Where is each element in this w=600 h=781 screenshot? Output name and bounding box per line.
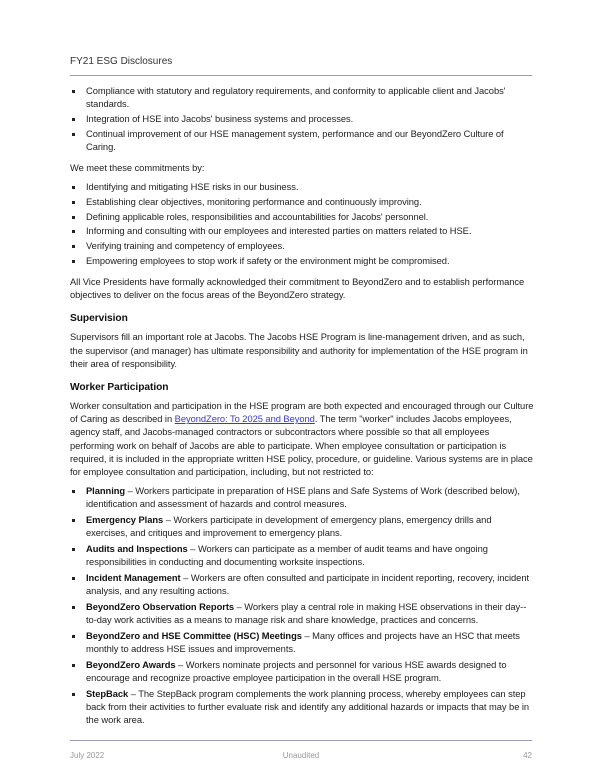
bullet-icon: [72, 90, 75, 93]
list-item: [70, 225, 534, 238]
bullet-icon: [72, 548, 75, 551]
bullet-icon: [72, 577, 75, 580]
document-header: FY21 ESG Disclosures: [70, 56, 173, 67]
footer-date: July 2022: [70, 750, 105, 760]
list-item-text: Identifying and mitigating HSE risks in our business.: [86, 182, 299, 193]
list-item: [70, 128, 534, 154]
list-item: [70, 572, 534, 598]
methods-list: [70, 181, 534, 268]
bullet-icon: [72, 490, 75, 493]
bullet-icon: [72, 260, 75, 263]
item-term: Incident Management: [86, 572, 181, 583]
beyondzero-link[interactable]: BeyondZero: To 2025 and Beyond: [174, 414, 315, 425]
page-footer: [70, 740, 532, 781]
list-item: [70, 85, 534, 111]
list-item-text: Compliance with statutory and regulatory requirements, and conformity to applicable client and Jacobs' standards.: [86, 86, 506, 110]
list-item: [70, 211, 534, 224]
bullet-icon: [72, 118, 75, 121]
supervision-heading: Supervision: [70, 313, 128, 325]
item-text: – Workers are often consulted and participate in incident reporting, recovery, incident analysis, and any resulting actions.: [86, 572, 530, 597]
footer-row: [70, 751, 532, 781]
bullet-icon: [72, 186, 75, 189]
item-term: Emergency Plans: [86, 515, 164, 526]
list-item: [70, 630, 534, 656]
item-text: – Workers participate in development of emergency plans, emergency drills and exercises, and critiques and improvement to emergency plans.: [86, 515, 492, 539]
list-item: [70, 485, 534, 511]
item-text: – Workers can participate as a member of audit teams and have ongoing responsibilities in conducting and documenting worksite inspections.: [86, 543, 488, 568]
bullet-icon: [72, 519, 75, 522]
list-item-text: Integration of HSE into Jacobs' business systems and processes.: [86, 113, 354, 124]
list-item: [70, 543, 534, 569]
commitments-list: [70, 85, 534, 154]
list-item: [70, 601, 534, 627]
bullet-icon: [72, 606, 75, 609]
bullet-icon: [72, 216, 75, 219]
worker-participation-heading: Worker Participation: [70, 381, 169, 393]
spacer: [70, 730, 532, 740]
footer-rule: [70, 740, 532, 741]
item-text: – Workers participate in preparation of HSE plans and Safe Systems of Work (described below), identification and assessment of hazards and control measures.: [86, 486, 520, 510]
supervision-paragraph: Supervisors fill an important role at Jacobs. The Jacobs HSE Program is line-management driven, and as such, the supervisor (and manager) has ultimate responsibility and authority for implementation of the HSE program in their area of responsibility.: [70, 332, 528, 369]
page: [70, 0, 532, 781]
bullet-icon: [72, 245, 75, 248]
participation-list: [70, 485, 534, 727]
list-item-text: Establishing clear objectives, monitoring performance and continuously improving.: [86, 196, 422, 207]
page-content: [70, 85, 534, 730]
list-item: [70, 240, 534, 253]
intro-paragraph: We meet these commitments by:: [70, 163, 205, 174]
item-text: – Workers play a central role in making HSE observations in their day--to-day work activities as a means to manage risk and share knowledge, practices and concerns.: [86, 601, 527, 625]
bullet-icon: [72, 201, 75, 204]
list-item: [70, 196, 534, 209]
list-item: [70, 659, 534, 685]
list-item: [70, 181, 534, 194]
item-term: StepBack: [86, 688, 129, 699]
bullet-icon: [72, 635, 75, 638]
list-item-text: Verifying training and competency of employees.: [86, 241, 285, 252]
vp-paragraph: All Vice Presidents have formally acknowledged their commitment to BeyondZero and to establish performance objectives to deliver on the focus areas of the BeyondZero strategy.: [70, 276, 525, 301]
header-rule: [70, 75, 532, 76]
bullet-icon: [72, 230, 75, 233]
list-item: [70, 255, 534, 268]
item-text: – Many offices and projects have an HSC that meets monthly to address HSE issues and improvements.: [86, 630, 520, 654]
list-item: [70, 688, 534, 728]
worker-participation-paragraph: [70, 400, 534, 479]
footer-status: Unaudited: [282, 750, 320, 760]
list-item: [70, 113, 534, 126]
list-item-text: Continual improvement of our HSE management system, performance and our BeyondZero Culture of Caring.: [86, 128, 504, 152]
paragraph-text: . The term "worker" includes Jacobs employees, agency staff, and Jacobs-managed contractors or subcontractors where possible so that all employees performing work on behalf of Jacobs are able to participate. When employee consultation or participation is required, it is included in the appropriate written HSE policy, procedure, or guideline. Various systems are in place for employee consultation and participation, including, but not restricted to:: [70, 414, 533, 477]
page-number: 42: [523, 750, 532, 760]
bullet-icon: [72, 133, 75, 136]
item-term: Planning: [86, 486, 126, 497]
list-item-text: Empowering employees to stop work if safety or the environment might be compromised.: [86, 255, 450, 266]
item-text: – The StepBack program complements the work planning process, whereby employees can step back from their activities to further evaluate risk and identify any additional hazards or impacts that may be in the work area.: [86, 688, 530, 725]
list-item: [70, 514, 534, 540]
bullet-icon: [72, 664, 75, 667]
item-term: Audits and Inspections: [86, 543, 188, 554]
item-term: BeyondZero Awards: [86, 659, 176, 670]
paragraph-text: Worker consultation and participation in the HSE program are both expected and encouraged through our Culture of Caring as described in: [70, 400, 534, 425]
item-term: BeyondZero Observation Reports: [86, 601, 235, 612]
list-item-text: Informing and consulting with our employees and interested parties on matters related to HSE.: [86, 226, 472, 237]
item-text: – Workers nominate projects and personnel for various HSE awards designed to encourage and recognize proactive employee participation in the overall HSE program.: [86, 659, 507, 683]
item-term: BeyondZero and HSE Committee (HSC) Meetings: [86, 630, 302, 641]
list-item-text: Defining applicable roles, responsibilities and accountabilities for Jacobs' personnel.: [86, 211, 429, 222]
bullet-icon: [72, 693, 75, 696]
